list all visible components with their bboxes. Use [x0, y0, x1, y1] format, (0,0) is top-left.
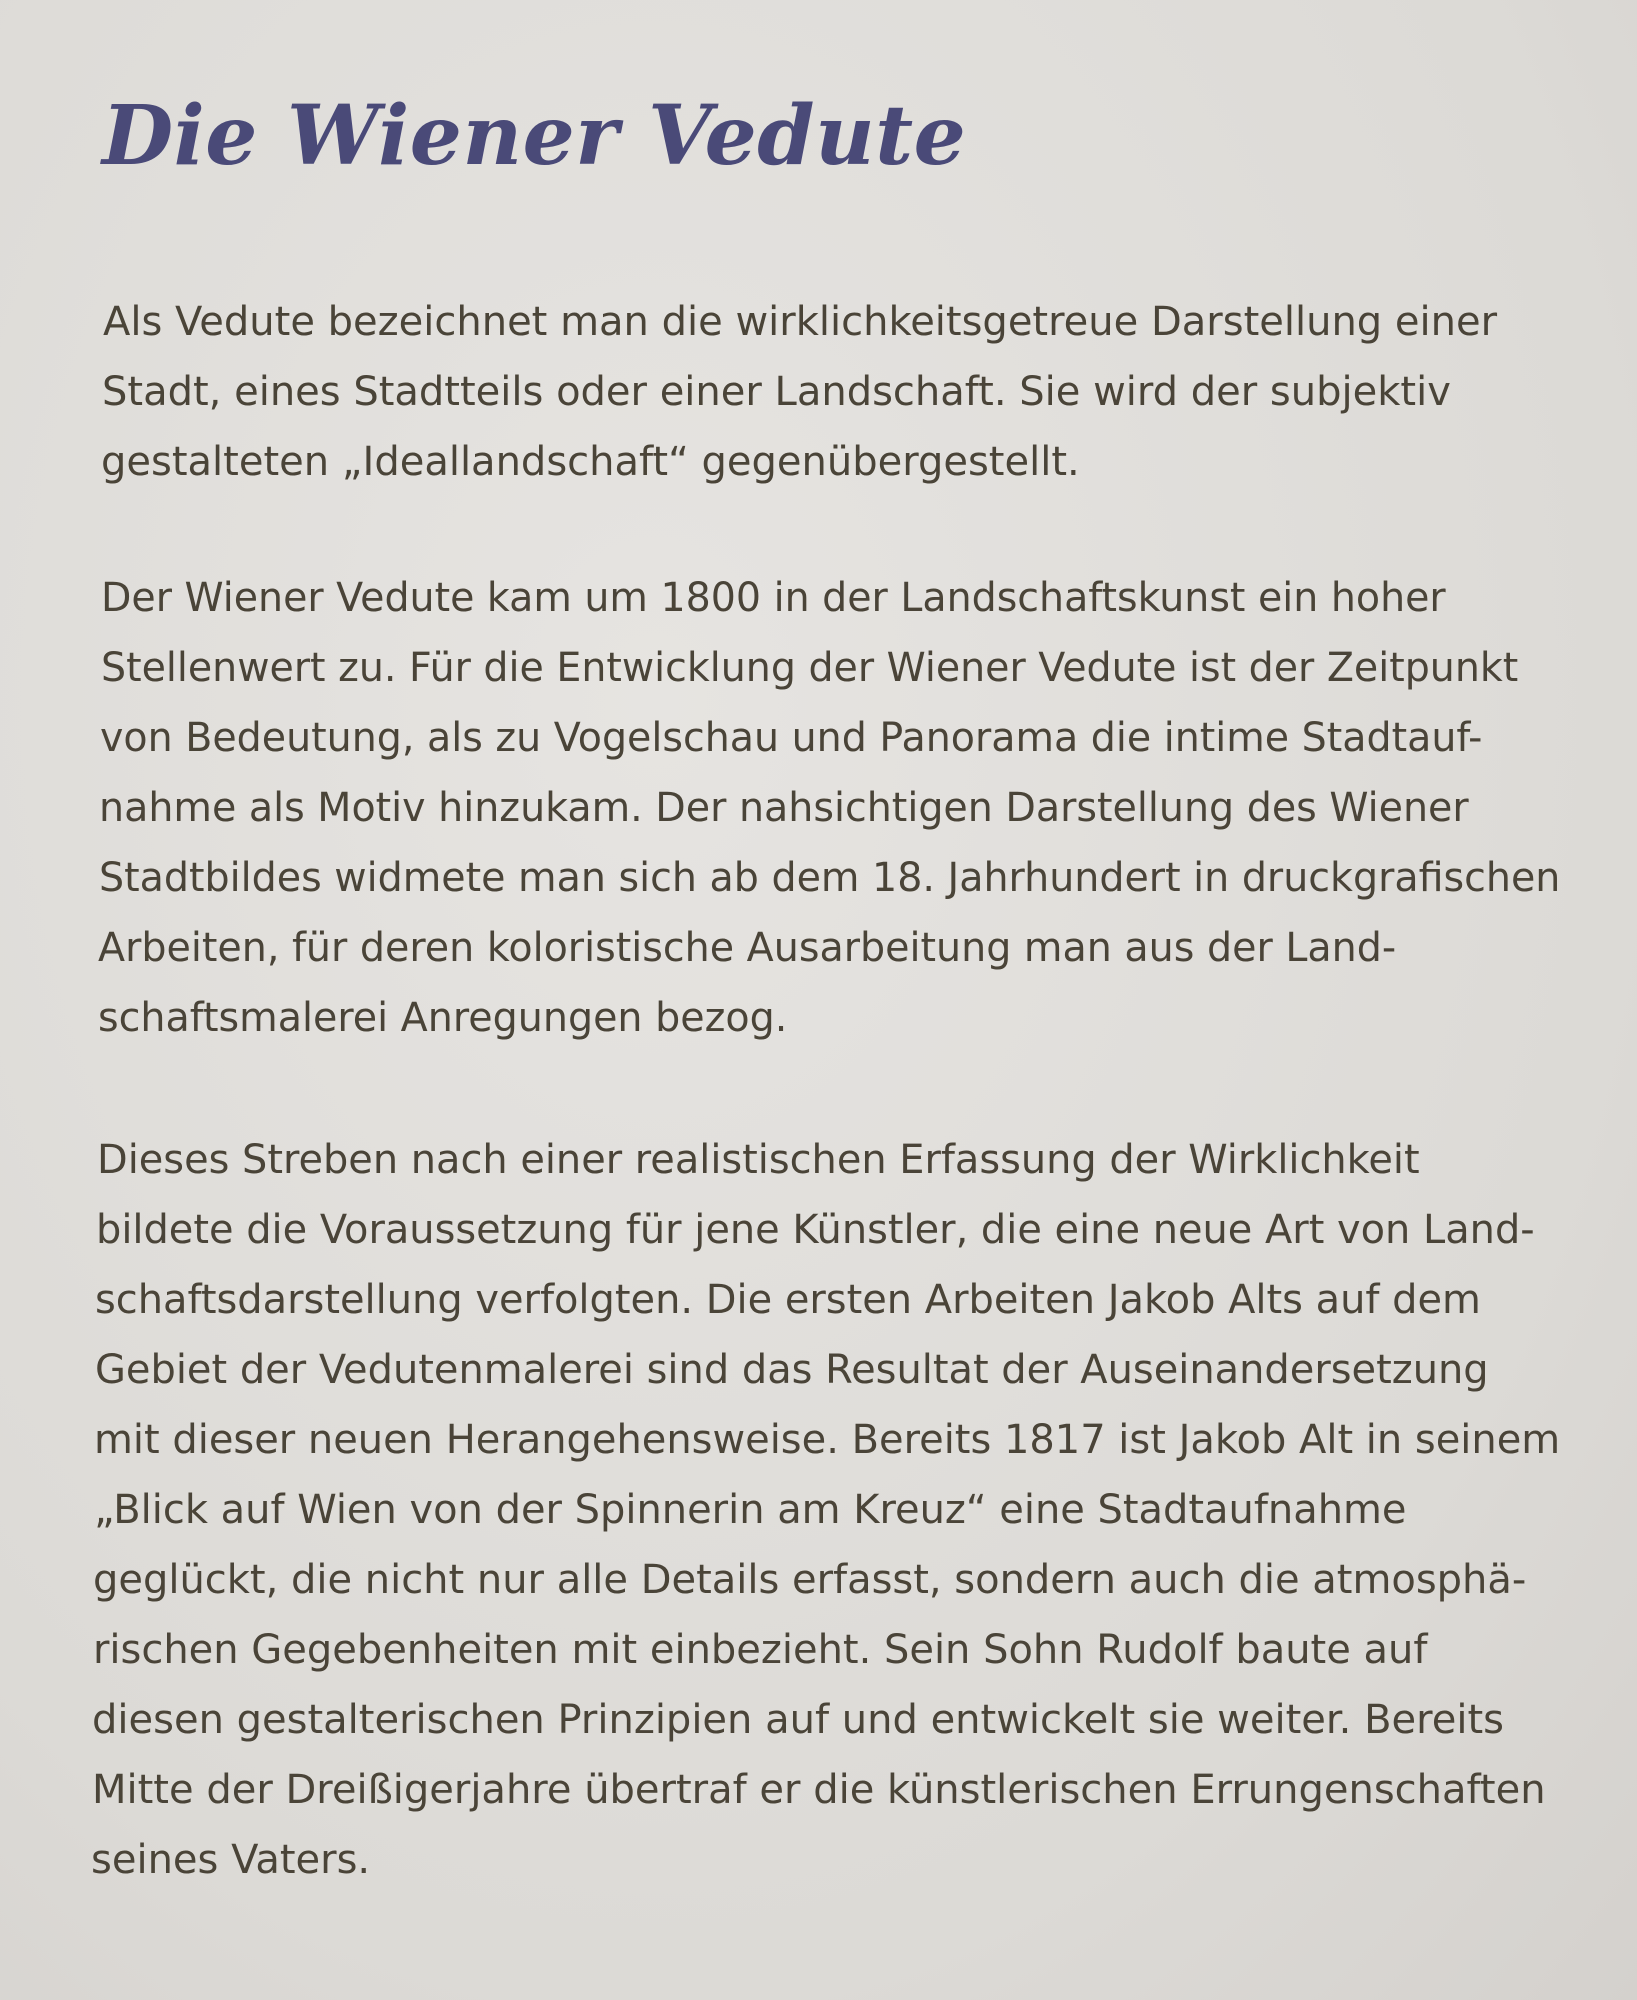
paragraph-line: bildete die Voraussetzung für jene Künstler, die eine neue Art von Land-	[96, 1207, 1535, 1253]
paragraph-line: Gebiet der Vedutenmalerei sind das Resultat der Auseinandersetzung	[95, 1347, 1489, 1393]
panel-title: Die Wiener Vedute	[102, 88, 967, 184]
paragraph-line: Stadtbildes widmete man sich ab dem 18. Jahrhundert in druckgrafischen	[99, 855, 1561, 901]
paragraph-1	[0, 287, 1498, 497]
paragraph-line: nahme als Motiv hinzukam. Der nahsichtigen Darstellung des Wiener	[99, 785, 1469, 831]
paragraph-line: geglückt, die nicht nur alle Details erfasst, sondern auch die atmosphä-	[93, 1557, 1527, 1603]
paragraph-line: Dieses Streben nach einer realistischen Erfassung der Wirklichkeit	[97, 1137, 1420, 1183]
paragraph-line: von Bedeutung, als zu Vogelschau und Panorama die intime Stadtauf-	[100, 715, 1483, 761]
paragraph-line: mit dieser neuen Herangehensweise. Bereits 1817 ist Jakob Alt in seinem	[94, 1417, 1561, 1463]
paragraph-line: Arbeiten, für deren koloristische Ausarbeitung man aus der Land-	[98, 925, 1397, 971]
paragraph-line: Mitte der Dreißigerjahre übertraf er die künstlerischen Errungenschaften	[92, 1767, 1546, 1813]
paragraph-line: seines Vaters.	[91, 1837, 371, 1883]
paragraph-line: schaftsmalerei Anregungen bezog.	[98, 995, 788, 1041]
paragraph-line: diesen gestalterischen Prinzipien auf und entwickelt sie weiter. Bereits	[92, 1697, 1504, 1743]
paragraph-line: Stadt, eines Stadtteils oder einer Landschaft. Sie wird der subjektiv	[102, 369, 1451, 415]
paragraph-line: rischen Gegebenheiten mit einbezieht. Sein Sohn Rudolf baute auf	[93, 1627, 1428, 1673]
paragraph-line: Als Vedute bezeichnet man die wirklichkeitsgetreue Darstellung einer	[103, 299, 1498, 345]
paragraph-line: gestalteten „Ideallandschaft“ gegenübergestellt.	[101, 439, 1080, 485]
paragraph-line: Stellenwert zu. Für die Entwicklung der Wiener Vedute ist der Zeitpunkt	[101, 645, 1519, 691]
paragraph-3	[0, 1125, 1561, 1895]
paragraph-line: Der Wiener Vedute kam um 1800 in der Landschaftskunst ein hoher	[101, 575, 1446, 621]
paragraph-line: „Blick auf Wien von der Spinnerin am Kreuz“ eine Stadtaufnahme	[94, 1487, 1407, 1533]
paragraph-line: schaftsdarstellung verfolgten. Die ersten Arbeiten Jakob Alts auf dem	[95, 1277, 1481, 1323]
paragraph-2	[0, 563, 1561, 1053]
